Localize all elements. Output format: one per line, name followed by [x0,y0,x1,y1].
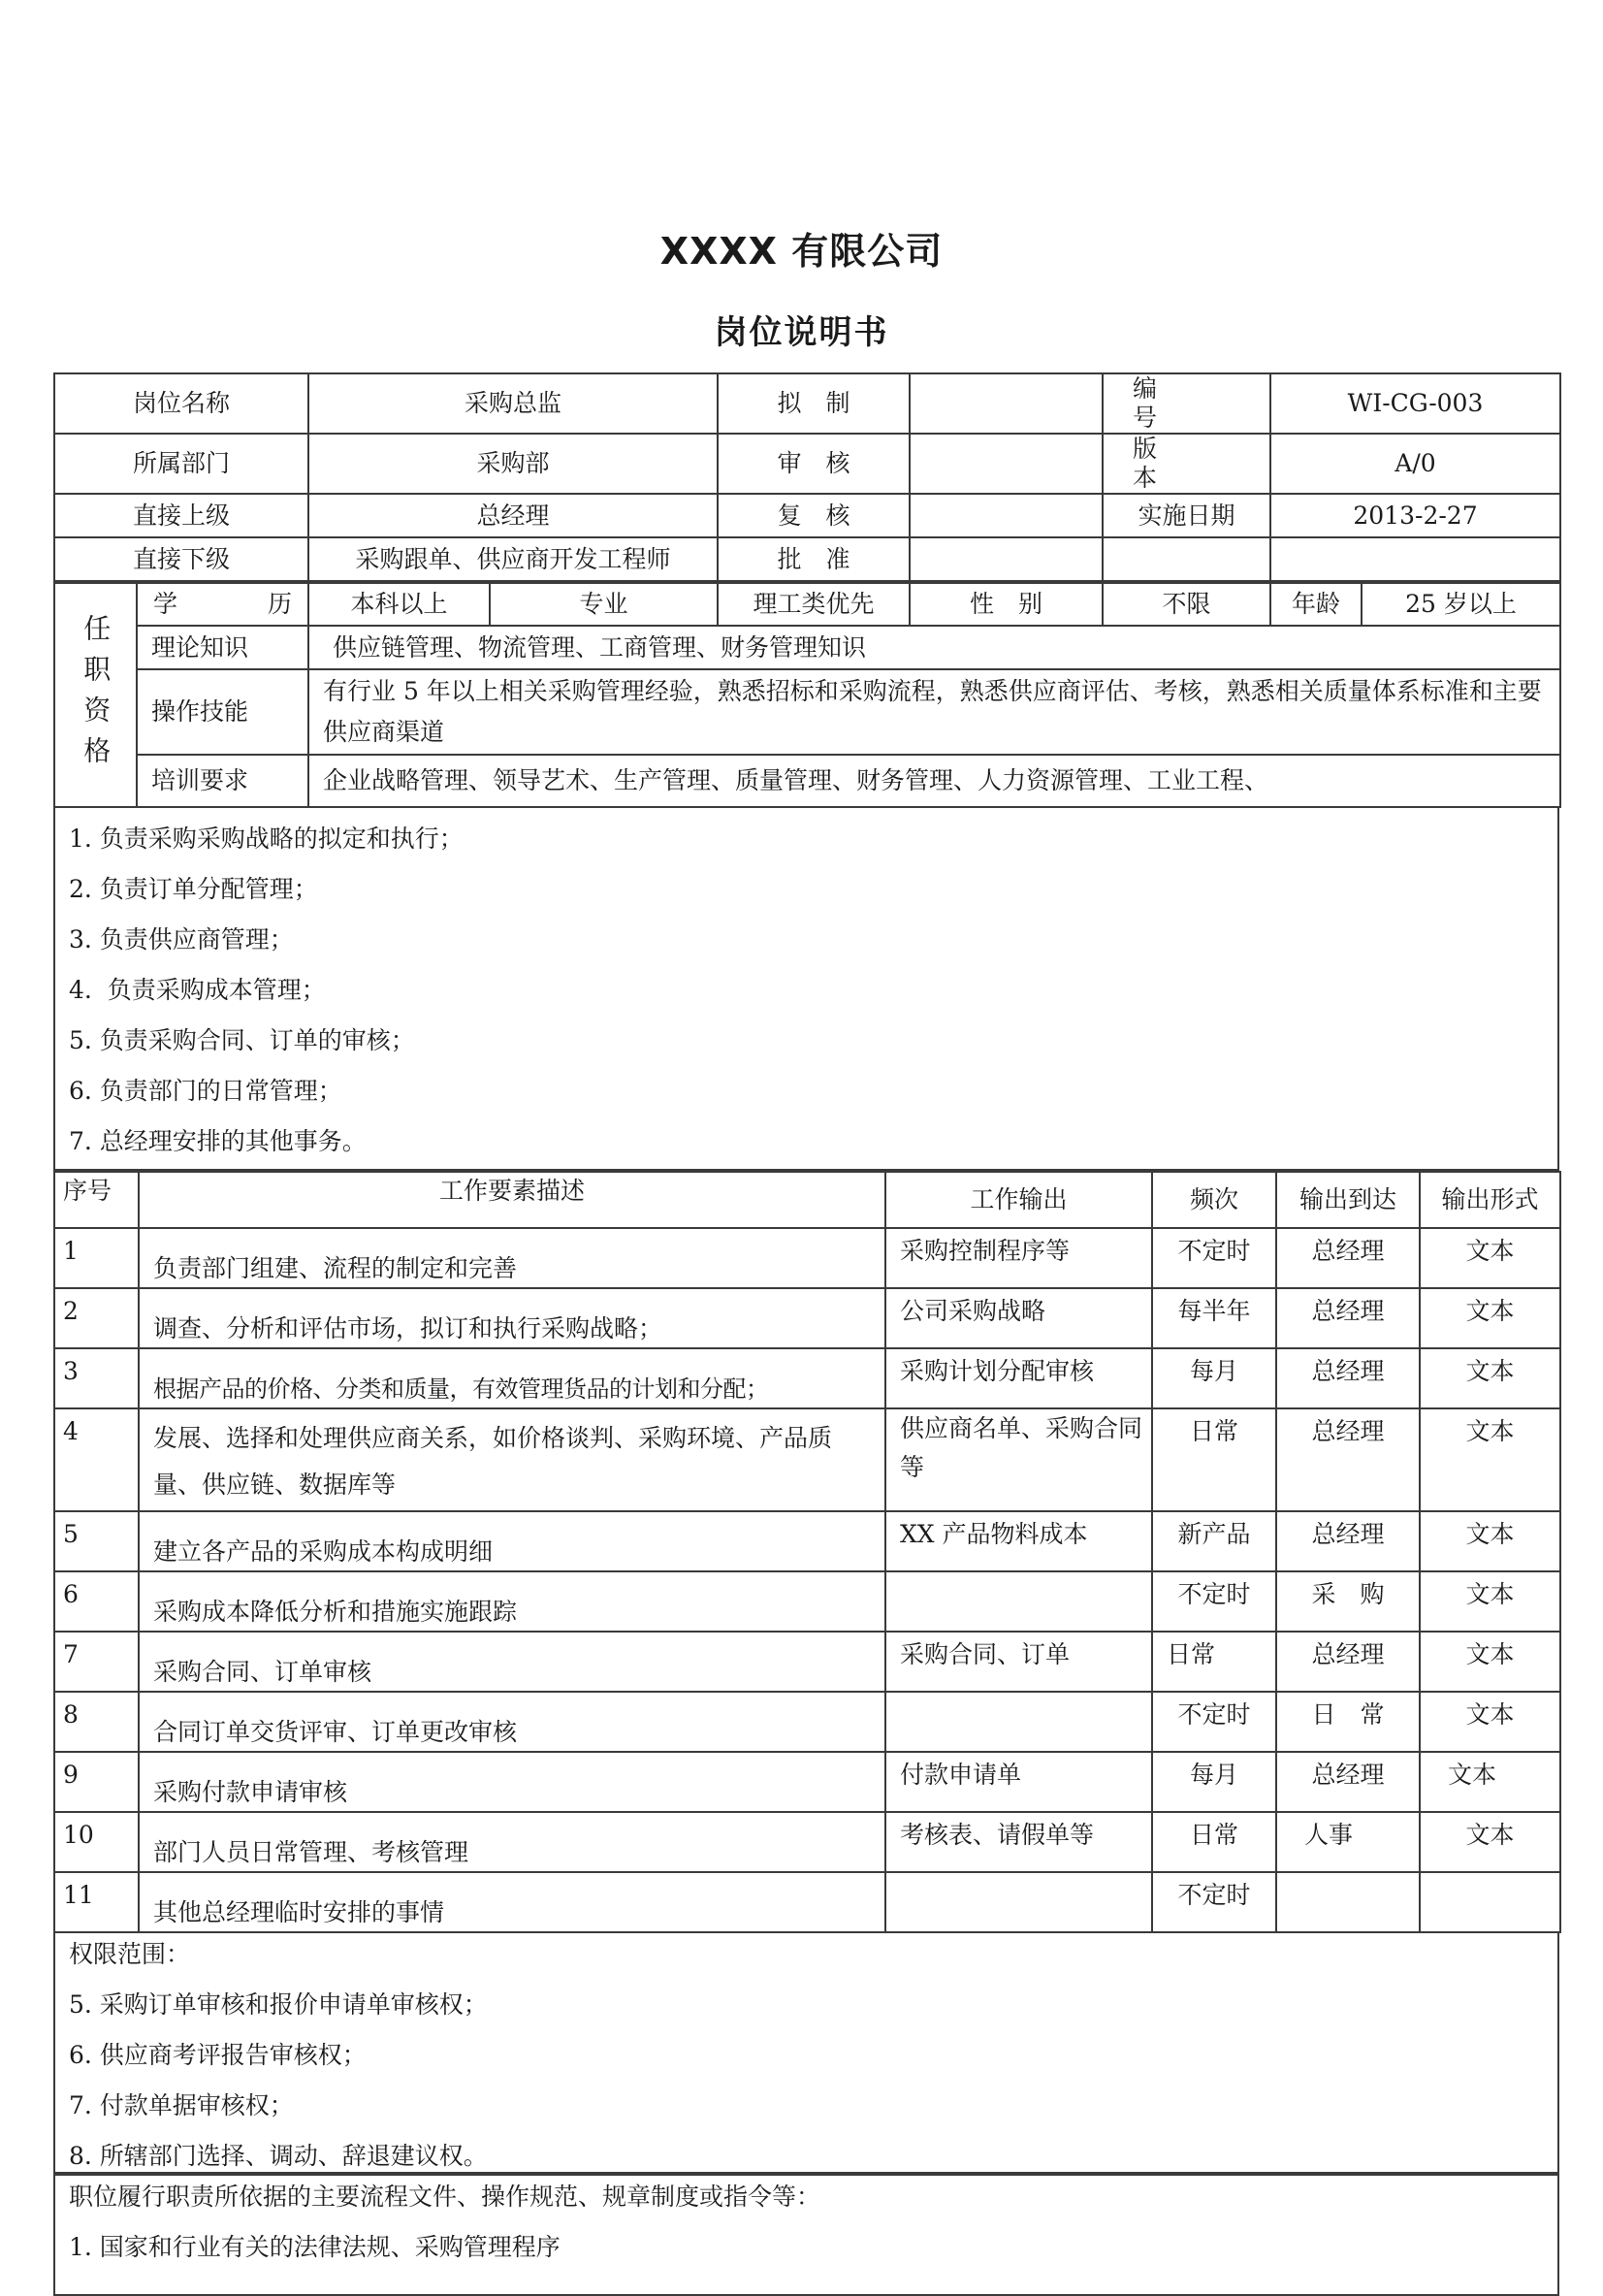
info-right-value [1270,537,1560,581]
education-label: 学 历 [137,583,308,626]
table-row [54,1348,1560,1408]
task-no: 7 [54,1632,139,1692]
task-desc: 采购付款申请审核 [139,1752,885,1812]
info-row [54,494,1560,537]
qualifications-group-label: 任职资格 [54,583,137,807]
info-mid-value [910,494,1103,537]
major-label: 专业 [490,583,718,626]
job-description-form [53,372,1559,2296]
major-value: 理工类优先 [718,583,910,626]
task-output: 采购控制程序等 [885,1228,1152,1288]
column-header: 输出形式 [1420,1172,1560,1228]
education-value: 本科以上 [308,583,490,626]
task-desc: 采购合同、订单审核 [139,1632,885,1692]
info-right-value: WI-CG-003 [1270,373,1560,434]
task-desc: 负责部门组建、流程的制定和完善 [139,1228,885,1288]
task-no: 4 [54,1408,139,1511]
info-row [54,434,1560,494]
task-desc: 采购成本降低分析和措施实施跟踪 [139,1571,885,1632]
task-output: 采购合同、订单 [885,1632,1152,1692]
theory-label: 理论知识 [137,626,308,669]
task-destination: 总经理 [1276,1752,1420,1812]
authority-item: 8. 所辖部门选择、调动、辞退建议权。 [69,2142,488,2170]
task-form: 文本 [1420,1692,1560,1752]
info-right-label: 实施日期 [1103,494,1270,537]
task-output: 考核表、请假单等 [885,1812,1152,1872]
task-frequency: 不定时 [1152,1228,1276,1288]
info-mid-label: 审 核 [718,434,910,494]
task-no: 8 [54,1692,139,1752]
info-right-value: A/0 [1270,434,1560,494]
table-row [54,1632,1560,1692]
age-value: 25 岁以上 [1362,583,1560,626]
task-no: 5 [54,1511,139,1571]
column-header: 输出到达 [1276,1172,1420,1228]
task-output: 供应商名单、采购合同等 [885,1408,1152,1511]
task-desc: 建立各产品的采购成本构成明细 [139,1511,885,1571]
authority-item: 5. 采购订单审核和报价申请单审核权； [69,1990,488,2019]
duty-item: 7. 总经理安排的其他事务。 [69,1127,367,1155]
task-form: 文本 [1420,1571,1560,1632]
info-value: 总经理 [308,494,718,537]
duty-item: 4. 负责采购成本管理； [69,976,326,1004]
skills-label: 操作技能 [137,669,308,755]
info-label: 所属部门 [54,434,308,494]
task-output: XX 产品物料成本 [885,1511,1152,1571]
task-form: 文本 [1420,1228,1560,1288]
info-mid-value [910,537,1103,581]
task-destination: 采 购 [1276,1571,1420,1632]
info-label: 直接下级 [54,537,308,581]
task-frequency: 每月 [1152,1752,1276,1812]
task-no: 6 [54,1571,139,1632]
task-frequency: 日常 [1152,1408,1276,1511]
company-title: XXXX 有限公司 [659,230,944,273]
task-output: 公司采购战略 [885,1288,1152,1348]
info-mid-value [910,434,1103,494]
table-row [54,1511,1560,1571]
table-row [54,1692,1560,1752]
table-row [54,1571,1560,1632]
authority-section [53,1933,1559,2174]
skills-value: 有行业 5 年以上相关采购管理经验，熟悉招标和采购流程，熟悉供应商评估、考核，熟悉相关质量体系标准和主要供应商渠道 [308,669,1560,755]
task-frequency: 不定时 [1152,1872,1276,1932]
task-frequency: 日常 [1152,1812,1276,1872]
task-no: 1 [54,1228,139,1288]
info-label: 岗位名称 [54,373,308,434]
task-output: 采购计划分配审核 [885,1348,1152,1408]
duty-item: 3. 负责供应商管理； [69,925,294,954]
column-header: 工作输出 [885,1172,1152,1228]
gender-value: 不限 [1103,583,1270,626]
column-header: 频次 [1152,1172,1276,1228]
info-row [54,537,1560,581]
table-row [54,1288,1560,1348]
task-no: 2 [54,1288,139,1348]
task-header-row [54,1172,1560,1228]
table-row [54,1872,1560,1932]
task-desc: 发展、选择和处理供应商关系，如价格谈判、采购环境、产品质量、供应链、数据库等 [139,1408,885,1511]
task-form: 文本 [1420,1632,1560,1692]
training-value: 企业战略管理、领导艺术、生产管理、质量管理、财务管理、人力资源管理、工业工程、 [308,755,1560,807]
info-mid-value [910,373,1103,434]
info-mid-label: 批 准 [718,537,910,581]
document-title: 岗位说明书 [714,313,889,352]
info-right-value: 2013-2-27 [1270,494,1560,537]
task-frequency: 不定时 [1152,1571,1276,1632]
task-output: 付款申请单 [885,1752,1152,1812]
duty-item: 6. 负责部门的日常管理； [69,1077,342,1105]
qualifications-table [53,582,1561,808]
gender-label: 性 别 [910,583,1103,626]
duty-item: 2. 负责订单分配管理； [69,875,318,903]
task-output [885,1872,1152,1932]
task-destination: 日 常 [1276,1692,1420,1752]
task-desc: 其他总经理临时安排的事情 [139,1872,885,1932]
column-header: 序号 [54,1172,139,1228]
task-destination: 总经理 [1276,1288,1420,1348]
info-value: 采购部 [308,434,718,494]
info-mid-label: 复 核 [718,494,910,537]
task-form: 文本 [1420,1288,1560,1348]
info-value: 采购跟单、供应商开发工程师 [308,537,718,581]
task-desc: 根据产品的价格、分类和质量，有效管理货品的计划和分配； [139,1348,885,1408]
info-right-label [1103,537,1270,581]
task-form: 文本 [1420,1408,1560,1511]
task-frequency: 新产品 [1152,1511,1276,1571]
task-frequency: 日常 [1152,1632,1276,1692]
duty-item: 1. 负责采购采购战略的拟定和执行； [69,825,464,853]
basis-section [53,2174,1559,2296]
task-form: 文本 [1420,1348,1560,1408]
basis-title: 职位履行职责所依据的主要流程文件、操作规范、规章制度或指令等： [69,2183,821,2211]
table-row [54,1408,1560,1511]
basic-info-table [53,372,1561,582]
task-form: 文本 [1420,1812,1560,1872]
task-no: 9 [54,1752,139,1812]
column-header: 工作要素描述 [139,1172,885,1228]
basis-item: 1. 国家和行业有关的法律法规、采购管理程序 [69,2233,561,2261]
task-no: 10 [54,1812,139,1872]
table-row [54,1752,1560,1812]
task-desc: 合同订单交货评审、订单更改审核 [139,1692,885,1752]
task-desc: 调查、分析和评估市场，拟订和执行采购战略； [139,1288,885,1348]
authority-title: 权限范围： [69,1940,191,1968]
info-row [54,373,1560,434]
task-output [885,1571,1152,1632]
task-desc: 部门人员日常管理、考核管理 [139,1812,885,1872]
training-label: 培训要求 [137,755,308,807]
task-form: 文本 [1420,1511,1560,1571]
task-destination [1276,1872,1420,1932]
theory-value: 供应链管理、物流管理、工商管理、财务管理知识 [308,626,1560,669]
task-destination: 人事 [1276,1812,1420,1872]
age-label: 年龄 [1270,583,1362,626]
task-destination: 总经理 [1276,1348,1420,1408]
authority-item: 6. 供应商考评报告审核权； [69,2041,367,2069]
info-mid-label: 拟 制 [718,373,910,434]
task-destination: 总经理 [1276,1632,1420,1692]
task-frequency: 每月 [1152,1348,1276,1408]
table-row [54,1228,1560,1288]
info-value: 采购总监 [308,373,718,434]
task-table [53,1171,1561,1933]
duty-item: 5. 负责采购合同、订单的审核； [69,1026,415,1054]
info-right-label: 编 号 [1103,373,1270,434]
info-label: 直接上级 [54,494,308,537]
authority-item: 7. 付款单据审核权； [69,2091,294,2119]
task-destination: 总经理 [1276,1408,1420,1511]
info-right-label: 版 本 [1103,434,1270,494]
task-output [885,1692,1152,1752]
task-destination: 总经理 [1276,1228,1420,1288]
duties-section [53,808,1559,1171]
task-form [1420,1872,1560,1932]
task-destination: 总经理 [1276,1511,1420,1571]
task-frequency: 每半年 [1152,1288,1276,1348]
task-form: 文本 [1420,1752,1560,1812]
task-no: 3 [54,1348,139,1408]
task-frequency: 不定时 [1152,1692,1276,1752]
task-no: 11 [54,1872,139,1932]
table-row [54,1812,1560,1872]
